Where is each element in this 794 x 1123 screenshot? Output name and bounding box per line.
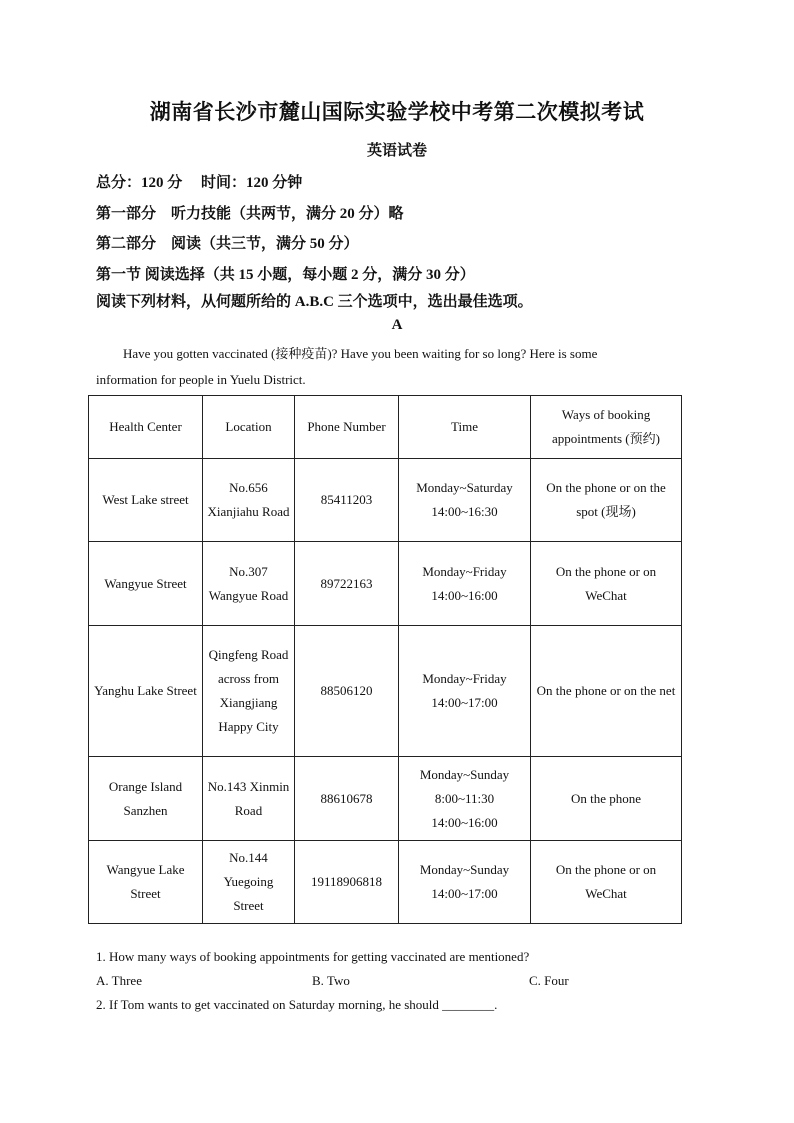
question-1-option-a: A. Three (96, 973, 142, 988)
cell-location: No.143 Xinmin Road (203, 757, 295, 841)
cell-phone-number: 88506120 (295, 626, 399, 757)
section-one-heading: 第一节 阅读选择（共 15 小题，每小题 2 分，满分 30 分） (96, 267, 475, 283)
vaccination-info-table (88, 395, 682, 924)
question-1-option-b: B. Two (312, 973, 350, 988)
cell-time: Monday~Sunday 14:00~17:00 (399, 841, 531, 924)
header-booking-ways: Ways of booking appointments (预约) (531, 396, 682, 459)
table-row (89, 626, 682, 757)
exam-title: 湖南省长沙市麓山国际实验学校中考第二次模拟考试 (149, 100, 645, 124)
table-header-row (89, 396, 682, 459)
table-row (89, 757, 682, 841)
cell-location: Qingfeng Road across from Xiangjiang Happy City (203, 626, 295, 757)
question-1: 1. How many ways of booking appointments for getting vaccinated are mentioned? (96, 949, 530, 964)
header-time: Time (399, 396, 531, 459)
cell-booking-ways: On the phone or on the spot (现场) (531, 459, 682, 542)
cell-time: Monday~Friday 14:00~16:00 (399, 542, 531, 626)
cell-phone-number: 89722163 (295, 542, 399, 626)
cell-health-center: Orange Island Sanzhen (89, 757, 203, 841)
instruction-line: 阅读下列材料，从何题所给的 A.B.C 三个选项中，选出最佳选项。 (96, 294, 533, 310)
cell-health-center: Wangyue Street (89, 542, 203, 626)
part-one-heading: 第一部分 听力技能（共两节，满分 20 分）略 (96, 206, 404, 222)
question-2: 2. If Tom wants to get vaccinated on Saturday morning, he should ________. (96, 997, 498, 1012)
question-1-option-c: C. Four (529, 973, 569, 988)
cell-health-center: Yanghu Lake Street (89, 626, 203, 757)
passage-intro-line-2: information for people in Yuelu District. (96, 372, 306, 387)
cell-location: No.656 Xianjiahu Road (203, 459, 295, 542)
cell-location: No.307 Wangyue Road (203, 542, 295, 626)
table-row (89, 542, 682, 626)
header-phone-number: Phone Number (295, 396, 399, 459)
cell-booking-ways: On the phone or on WeChat (531, 841, 682, 924)
cell-time: Monday~Friday 14:00~17:00 (399, 626, 531, 757)
header-health-center: Health Center (89, 396, 203, 459)
cell-booking-ways: On the phone or on WeChat (531, 542, 682, 626)
part-two-heading: 第二部分 阅读（共三节，满分 50 分） (96, 236, 359, 252)
header-location: Location (203, 396, 295, 459)
cell-time: Monday~Saturday 14:00~16:30 (399, 459, 531, 542)
table-row (89, 459, 682, 542)
cell-phone-number: 85411203 (295, 459, 399, 542)
table-row (89, 841, 682, 924)
exam-subtitle: 英语试卷 (366, 143, 427, 159)
cell-time: Monday~Sunday 8:00~11:30 14:00~16:00 (399, 757, 531, 841)
passage-intro (96, 341, 696, 393)
cell-booking-ways: On the phone or on the net (531, 626, 682, 757)
cell-phone-number: 88610678 (295, 757, 399, 841)
cell-health-center: West Lake street (89, 459, 203, 542)
cell-location: No.144 Yuegoing Street (203, 841, 295, 924)
cell-health-center: Wangyue Lake Street (89, 841, 203, 924)
score-time-line: 总分：120 分 时间：120 分钟 (96, 175, 303, 191)
passage-intro-line-1: Have you gotten vaccinated (接种疫苗)? Have you been waiting for so long? Here is some (123, 346, 598, 361)
cell-booking-ways: On the phone (531, 757, 682, 841)
cell-phone-number: 19118906818 (295, 841, 399, 924)
passage-label: A (391, 317, 403, 333)
